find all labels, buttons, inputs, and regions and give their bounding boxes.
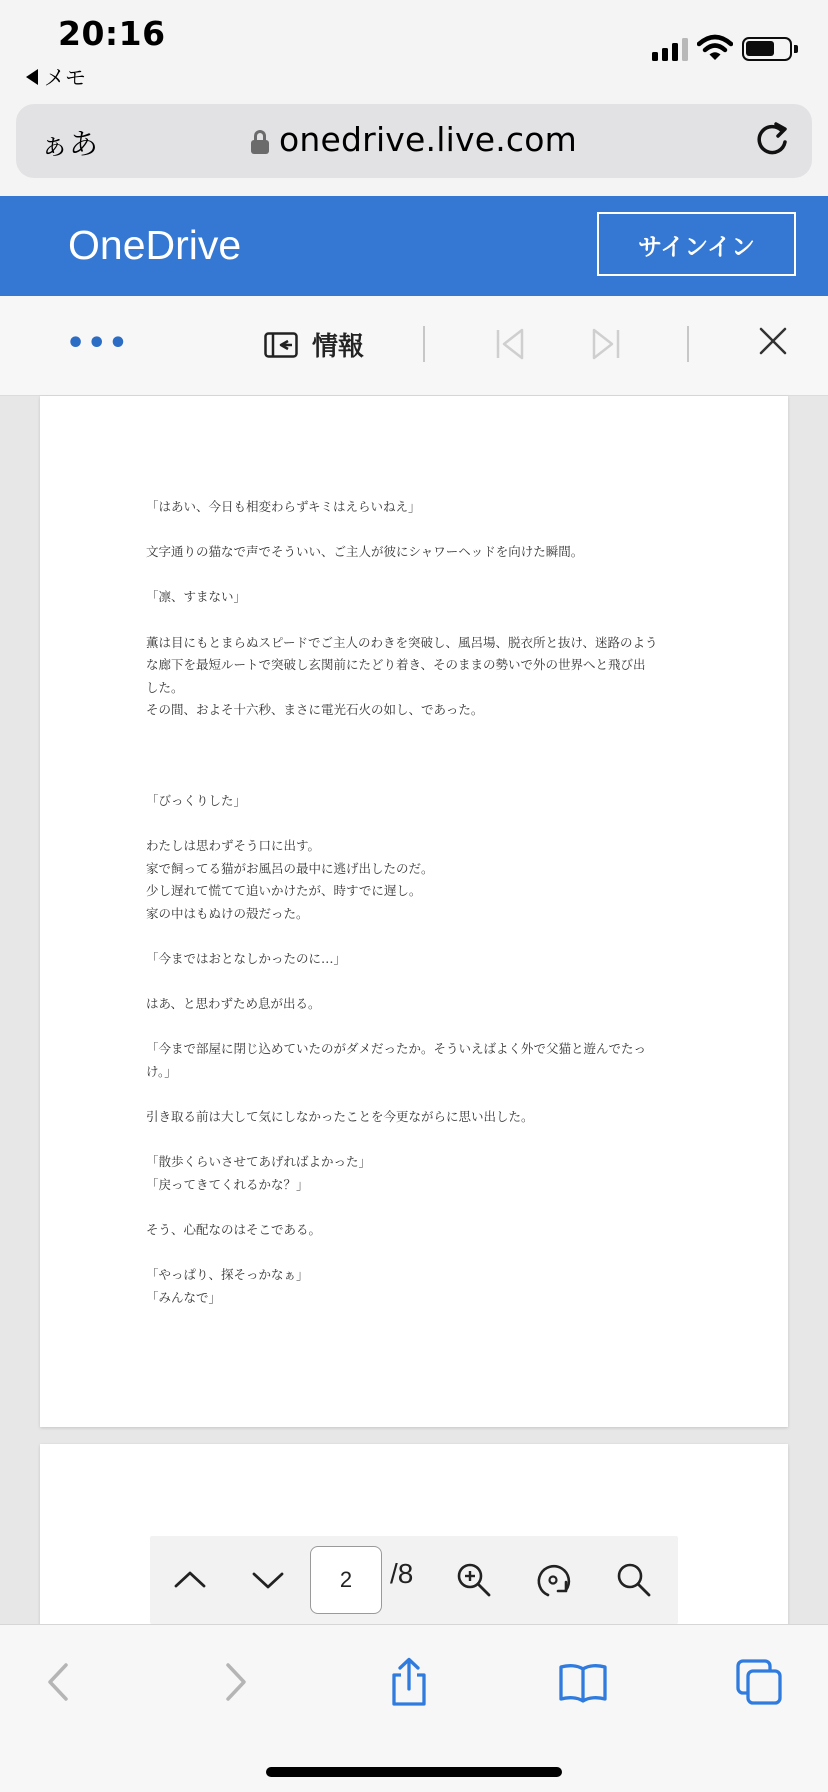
info-label: 情報 [312, 332, 365, 362]
document-line: 「びっくりした」 [146, 792, 247, 808]
url-text[interactable]: onedrive.live.com [279, 120, 577, 159]
document-line: な廊下を最短ルートで突破し玄関前にたどり着き、そのままの勢いで外の世界へと飛び出 [146, 657, 646, 673]
page-total: /8 [390, 1558, 414, 1589]
document-line: け。」 [146, 1063, 177, 1079]
document-line [146, 609, 686, 632]
info-panel-icon [264, 332, 298, 358]
document-line: そう、心配なのはそこである。 [146, 1222, 322, 1237]
document-line [146, 1196, 686, 1219]
zoom-in-icon[interactable] [456, 1562, 492, 1598]
tabs-icon[interactable] [734, 1657, 784, 1707]
back-triangle-icon [26, 69, 38, 85]
document-line: 「はあい、今日も相変わらずキミはえらいねえ」 [146, 499, 421, 514]
document-line: 文字通りの猫なで声でそういい、ご主人が彼にシャワーヘッドを向けた瞬間。 [146, 544, 584, 560]
previous-page-icon[interactable] [172, 1562, 208, 1598]
search-icon[interactable] [616, 1562, 652, 1598]
info-button[interactable] [264, 326, 364, 363]
last-page-icon[interactable] [590, 326, 622, 362]
document-line: した。 [146, 679, 184, 695]
document-line [146, 745, 686, 768]
back-app-label: メモ [44, 66, 86, 90]
page-number-input[interactable] [310, 1546, 382, 1614]
page-controls [150, 1536, 678, 1624]
clock: 20:16 [58, 14, 166, 53]
document-line: 引き取る前は大して気にしなかったことを今更ながらに思い出した。 [146, 1109, 534, 1125]
document-line: 少し遅れて慌てて追いかけたが、時すでに遅し。 [146, 883, 422, 899]
cellular-signal-icon [652, 38, 688, 61]
lock-icon [251, 130, 269, 154]
onedrive-header [0, 196, 828, 296]
battery-icon [742, 37, 792, 61]
document-line [146, 1242, 686, 1265]
document-line: 「みんなで」 [146, 1289, 222, 1305]
document-line: はあ、と思わずため息が出る。 [146, 996, 321, 1012]
close-icon[interactable] [758, 326, 788, 356]
document-line [146, 925, 686, 948]
document-page [40, 396, 788, 1427]
document-line: 「今まで部屋に閉じ込めていたのがダメだったか。そういえばよく外で父猫と遊んでたっ [146, 1041, 647, 1057]
reload-icon[interactable] [752, 120, 792, 160]
document-line: 「戻ってきてくれるかな？」 [146, 1176, 309, 1192]
document-line [146, 564, 686, 587]
viewer-toolbar [0, 296, 828, 396]
forward-icon[interactable] [210, 1657, 260, 1707]
document-line [146, 970, 686, 993]
document-line: 家の中はもぬけの殻だった。 [146, 905, 309, 921]
document-line [146, 767, 686, 790]
browser-bottom-toolbar [0, 1624, 828, 1792]
home-indicator [266, 1767, 562, 1777]
status-bar [0, 0, 828, 96]
document-line: 「やっぱり、探そっかなぁ」 [146, 1267, 309, 1283]
document-line [146, 1129, 686, 1152]
toolbar-divider [687, 326, 689, 362]
onedrive-logo[interactable]: OneDrive [68, 222, 242, 268]
address-bar[interactable] [16, 104, 812, 178]
bookmarks-icon[interactable] [558, 1657, 608, 1707]
document-line: 「凛、すまない」 [146, 589, 247, 605]
share-icon[interactable] [384, 1657, 434, 1707]
document-line [146, 1083, 686, 1106]
text-size-button[interactable]: ぁあ [40, 127, 99, 161]
document-line [146, 812, 686, 835]
document-line: 「散歩くらいさせてあげればよかった」 [146, 1154, 372, 1170]
document-line: その間、およそ十六秒、まさに電光石火の如し、であった。 [146, 702, 484, 718]
document-line: わたしは思わずそう口に出す。 [146, 837, 321, 853]
document-text [146, 496, 686, 1309]
signin-button[interactable]: サインイン [597, 212, 796, 276]
document-line: 「今まではおとなしかったのに…」 [146, 950, 347, 966]
document-line [146, 519, 686, 542]
document-line: 薫は目にもとまらぬスピードでご主人のわきを突破し、風呂場、脱衣所と抜け、迷路のよう [146, 634, 658, 650]
back-to-app-link[interactable] [26, 62, 86, 92]
wifi-icon [697, 34, 733, 62]
browser-address-area [0, 96, 828, 196]
rotate-icon[interactable] [536, 1562, 572, 1598]
first-page-icon[interactable] [494, 326, 526, 362]
more-options-button[interactable]: ••• [66, 326, 130, 361]
document-line: 家で飼ってる猫がお風呂の最中に逃げ出したのだ。 [146, 860, 434, 876]
toolbar-divider [423, 326, 425, 362]
back-icon[interactable] [34, 1657, 84, 1707]
document-line [146, 722, 686, 745]
document-line [146, 1016, 686, 1039]
next-page-icon[interactable] [250, 1562, 286, 1598]
